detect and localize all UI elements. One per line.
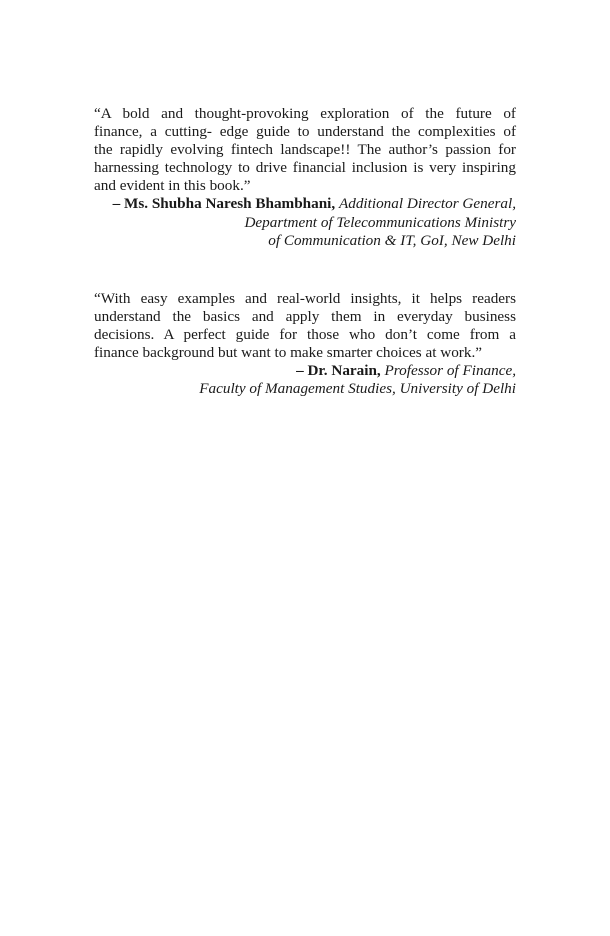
author-title: Professor of Finance,	[384, 362, 516, 380]
testimonial-attribution	[94, 362, 516, 398]
attribution-row	[94, 362, 516, 380]
quote-line: and evident in this book.”	[94, 177, 251, 195]
attribution-row	[94, 214, 516, 232]
testimonial-2	[94, 290, 516, 399]
author-title: Additional Director General,	[338, 195, 516, 213]
testimonial-quote	[94, 290, 516, 362]
author-title: of Communication & IT, GoI, New Delhi	[268, 231, 516, 249]
quote-line: “A bold and thought-provoking exploration of the future of	[94, 105, 516, 122]
attribution-row	[94, 380, 516, 398]
testimonials-page	[94, 105, 516, 398]
testimonial-quote	[94, 105, 516, 195]
quote-line: finance, a cutting- edge guide to understand the complexities of	[94, 123, 516, 141]
quote-line: the rapidly evolving fintech landscape!! The author’s passion for	[94, 141, 516, 159]
author-title: Faculty of Management Studies, University of Delhi	[199, 380, 516, 398]
quote-line: harnessing technology to drive financial inclusion is very inspiring	[94, 159, 516, 177]
attribution-row	[94, 232, 516, 250]
quote-line: understand the basics and apply them in everyday business	[94, 307, 516, 325]
testimonial-attribution	[94, 195, 516, 249]
author-name: – Ms. Shubha Naresh Bhambhani,	[112, 195, 336, 213]
attribution-row	[94, 195, 516, 213]
quote-line: decisions. A perfect guide for those who don’t come from a	[94, 325, 516, 343]
quote-line: “With easy examples and real-world insights, it helps readers	[94, 289, 516, 307]
quote-line: finance background but want to make smarter choices at work.”	[94, 344, 482, 362]
author-name: – Dr. Narain,	[296, 362, 381, 380]
author-title: Department of Telecommunications Ministry	[244, 213, 516, 231]
testimonial-1	[94, 105, 516, 250]
